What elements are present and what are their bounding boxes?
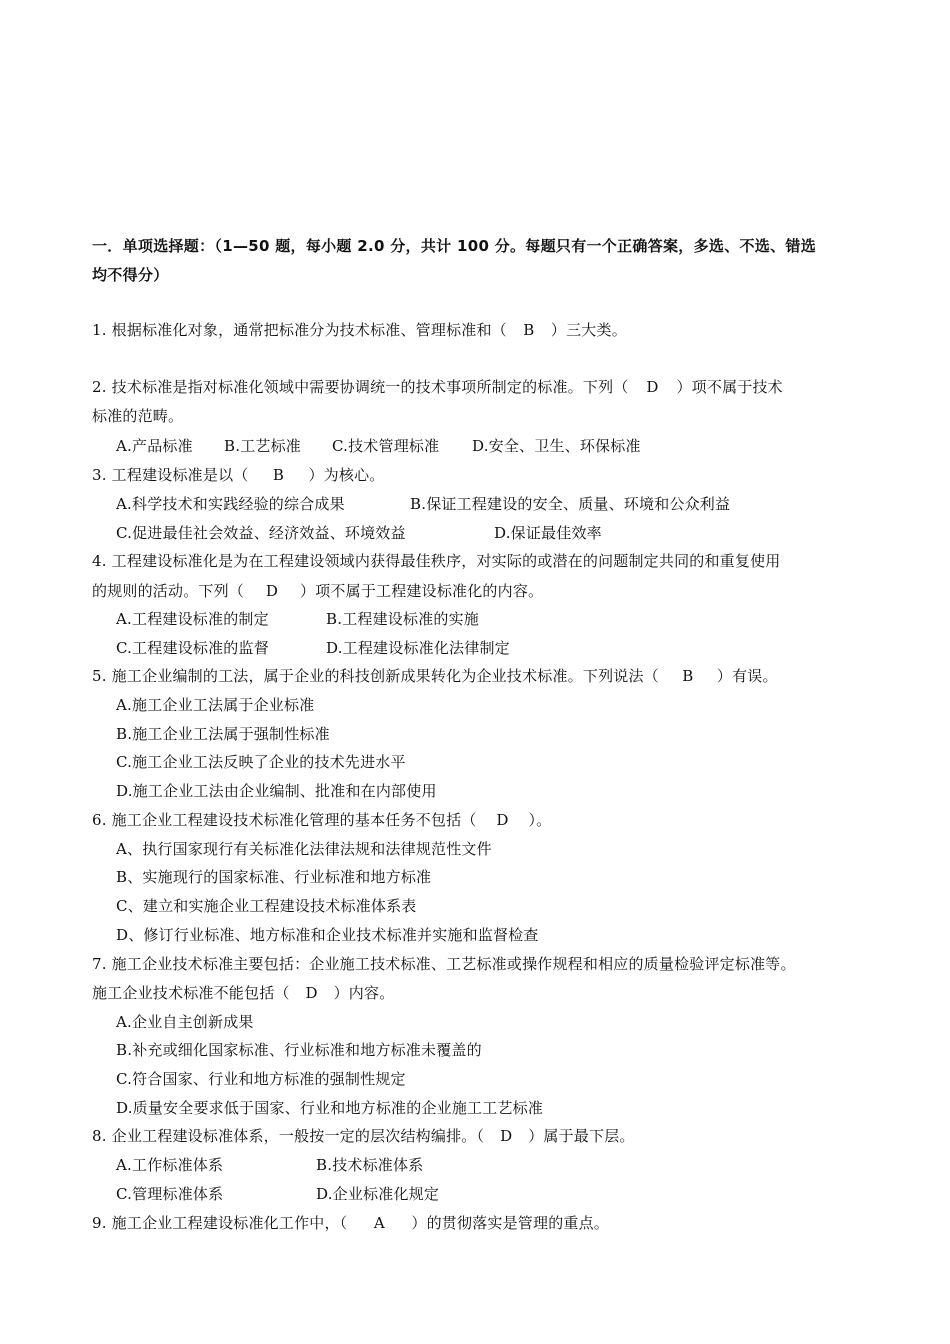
question-8-stem: 8. 企业工程建设标准体系，一般按一定的层次结构编排。（ xyxy=(92,1127,485,1145)
question-4-answer: D xyxy=(265,582,279,600)
question-3-stem-end: ）为核心。 xyxy=(308,466,385,484)
question-2-answer: D xyxy=(646,378,659,396)
question-7 xyxy=(92,983,394,1003)
question-5 xyxy=(92,666,778,686)
question-4 xyxy=(92,581,543,601)
question-6-option-c: C、建立和实施企业工程建设技术标准体系表 xyxy=(116,897,417,915)
question-2-option-b: B.工艺标准 xyxy=(224,437,301,455)
question-4-option-b: B.工程建设标准的实施 xyxy=(326,610,479,628)
question-2 xyxy=(92,377,783,397)
question-5-option-d: D.施工企业工法由企业编制、批准和在内部使用 xyxy=(116,782,437,800)
question-4-stem: 的规则的活动。下列（ xyxy=(92,582,245,600)
question-1-answer: B xyxy=(523,321,535,339)
question-8 xyxy=(92,1126,635,1146)
question-8-option-b: B.技术标准体系 xyxy=(316,1156,424,1174)
question-7-line-1: 7. 施工企业技术标准主要包括：企业施工技术标准、工艺标准或操作规程和相应的质量检验评定标准等。 xyxy=(92,955,796,973)
question-1 xyxy=(92,320,627,340)
question-4-options-row-2 xyxy=(116,638,510,658)
question-3-answer: B xyxy=(272,466,285,484)
question-5-stem: 5. 施工企业编制的工法，属于企业的科技创新成果转化为企业技术标准。下列说法（ xyxy=(92,667,659,685)
question-5-option-a: A.施工企业工法属于企业标准 xyxy=(116,696,315,714)
question-1-stem-end: ）三大类。 xyxy=(550,321,627,339)
question-7-answer: D xyxy=(305,984,318,1002)
question-3-option-c: C.促进最佳社会效益、经济效益、环境效益 xyxy=(116,524,406,542)
question-8-option-d: D.企业标准化规定 xyxy=(316,1185,440,1203)
question-1-stem: 1. 根据标准化对象，通常把标准分为技术标准、管理标准和（ xyxy=(92,321,507,339)
question-6-option-a: A、执行国家现行有关标准化法律法规和法律规范性文件 xyxy=(116,840,492,858)
question-6-answer: D xyxy=(496,811,509,829)
question-9-stem: 9. 施工企业工程建设标准化工作中，（ xyxy=(92,1214,348,1232)
question-5-answer: B xyxy=(682,667,694,685)
question-4-stem-end: ）项不属于工程建设标准化的内容。 xyxy=(300,582,544,600)
question-7-option-c: C.符合国家、行业和地方标准的强制性规定 xyxy=(116,1070,406,1088)
question-6-stem: 6. 施工企业工程建设技术标准化管理的基本任务不包括（ xyxy=(92,811,477,829)
question-2-options xyxy=(116,436,641,456)
question-8-option-c: C.管理标准体系 xyxy=(116,1185,224,1203)
question-2-stem: 2. 技术标准是指对标准化领域中需要协调统一的技术事项所制定的标准。下列（ xyxy=(92,378,629,396)
question-4-option-a: A.工程建设标准的制定 xyxy=(116,610,269,628)
question-7-stem: 施工企业技术标准不能包括（ xyxy=(92,984,290,1002)
question-2-option-c: C.技术管理标准 xyxy=(332,437,440,455)
question-4-option-d: D.工程建设标准化法律制定 xyxy=(326,639,510,657)
question-6 xyxy=(92,810,551,830)
question-5-option-c: C.施工企业工法反映了企业的技术先进水平 xyxy=(116,753,406,771)
question-6-option-b: B、实施现行的国家标准、行业标准和地方标准 xyxy=(116,868,432,886)
question-5-stem-end: ）有误。 xyxy=(716,667,778,685)
question-7-stem-end: ）内容。 xyxy=(333,984,395,1002)
section-heading-line-2: 均不得分） xyxy=(92,266,169,284)
question-3-option-d: D.保证最佳效率 xyxy=(494,524,602,542)
question-6-option-d: D、修订行业标准、地方标准和企业技术标准并实施和监督检查 xyxy=(116,926,539,944)
question-8-options-row-1 xyxy=(116,1155,424,1175)
question-7-option-a: A.企业自主创新成果 xyxy=(116,1013,254,1031)
question-9-stem-end: ）的贯彻落实是管理的重点。 xyxy=(411,1214,609,1232)
question-8-option-a: A.工作标准体系 xyxy=(116,1156,224,1174)
question-3-options-row-2 xyxy=(116,523,602,543)
question-6-stem-end: ）。 xyxy=(528,811,552,829)
question-3-option-b: B.保证工程建设的安全、质量、环境和公众利益 xyxy=(410,495,731,513)
question-9 xyxy=(92,1213,609,1233)
section-heading xyxy=(92,232,872,290)
question-3-options-row-1 xyxy=(116,494,731,514)
question-2-stem-end: ）项不属于技术 xyxy=(676,378,783,396)
question-8-options-row-2 xyxy=(116,1184,440,1204)
question-7-option-b: B.补充或细化国家标准、行业标准和地方标准未覆盖的 xyxy=(116,1041,482,1059)
question-4-option-c: C.工程建设标准的监督 xyxy=(116,639,269,657)
question-9-answer: A xyxy=(373,1214,385,1232)
question-5-option-b: B.施工企业工法属于强制性标准 xyxy=(116,725,330,743)
section-heading-line-1: 一．单项选择题：（1—50 题，每小题 2.0 分，共计 100 分。每题只有一个正确答案，多选、不选、错选 xyxy=(92,237,817,255)
question-3-option-a: A.科学技术和实践经验的综合成果 xyxy=(116,495,345,513)
question-2-continuation: 标准的范畴。 xyxy=(92,407,184,425)
question-4-options-row-1 xyxy=(116,609,479,629)
question-2-option-a: A.产品标准 xyxy=(116,437,193,455)
question-4-line-1: 4. 工程建设标准化是为在工程建设领域内获得最佳秩序，对实际的或潜在的问题制定共同的和重复使用 xyxy=(92,552,781,570)
question-8-answer: D xyxy=(500,1127,513,1145)
question-3 xyxy=(92,465,385,485)
question-8-stem-end: ）属于最下层。 xyxy=(528,1127,635,1145)
question-3-stem: 3. 工程建设标准是以（ xyxy=(92,466,249,484)
question-7-option-d: D.质量安全要求低于国家、行业和地方标准的企业施工工艺标准 xyxy=(116,1099,544,1117)
question-2-option-d: D.安全、卫生、环保标准 xyxy=(472,437,641,455)
